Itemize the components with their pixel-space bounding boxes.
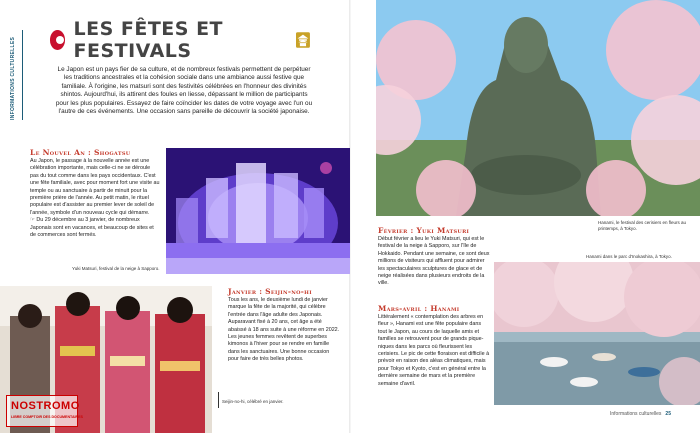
caption-seijin: Seijin-no-hi, célébré en janvier. (222, 399, 284, 404)
note-text: Du 29 décembre au 3 janvier, de nombreux Japonais sont en vacances, et beaucoup de sites et de commerces sont fermés. (30, 217, 154, 239)
flower-icon (50, 30, 65, 50)
body-janvier: Tous les ans, le deuxième lundi de janvier marque la fête de la majorité, qui célèbre l'entrée dans l'âge adulte des Japonais. Auparavant fixé à 20 ans, cet âge a été abaissé à 18 ans suite à une réforme en 2022. Les jeunes femmes revêtent de superbes kimonos à l'hiver pour se rendre en famille dans les sanctuaires. Une bonne occasion pour faire de très belles photos. (228, 297, 340, 363)
sidebar-label: INFORMATIONS CULTURELLES (10, 36, 16, 120)
footer-section: Informations culturelles (610, 411, 662, 417)
heading-fevrier: Février : Yuki Matsuri (378, 226, 470, 235)
body-fevrier: Début février a lieu le Yuki Matsuri, qui est le festival de la neige à Sapporo, sur l'île de Hokkaido. Pendant une semaine, ce sont deux millions de visiteurs qui affluent pour admirer les spectaculaires sculptures de glace et de neige réalisées dans plusieurs endroits de la ville. (378, 236, 490, 287)
sidebar-rule (22, 30, 23, 120)
body-nouvel-an-text: Au Japon, le passage à la nouvelle année est une célébration importante, mais celle-ci ne se déroule pas du tout comme dans les pays occidentaux. C'est une fête familiale, avec pour moment fort une visite au temple ou au sanctuaire à partir de minuit pour la première prière de l'année. Au petit matin, le rituel populaire est d'assister au premier lever de soleil de l'année, symbole d'un nouveau cycle qui démarre. (30, 158, 160, 216)
logo-tagline: LIBRE COMPTOIR DES DOCUMENTAIRES (11, 415, 83, 419)
heading-nouvel-an: Le Nouvel An : Shogatsu (30, 148, 131, 157)
caption-yuki: Yuki Matsuri, festival de la neige à Sapporo. (72, 266, 160, 271)
photo-ice-sculptures (166, 148, 350, 274)
logo-name: NOSTROMO (11, 400, 80, 412)
nostromo-logo (6, 395, 83, 427)
heading-janvier: Janvier : Seijin-no-hi (228, 287, 312, 296)
heading-mars-avril: Mars-avril : Hanami (378, 304, 460, 313)
body-nouvel-an (30, 158, 160, 239)
intro-paragraph: Le Japon est un pays fier de sa culture, et de nombreux festivals permettent de perpétuer les traditions ancestrales et la cohésion sociale dans une ambiance aussi festive que familiale. À l'origine, les matsuri sont des festivités célébrées en l'honneur des divinités shintos. Aujourd'hui, ils attirent des foules en liesse, dépassant le million de participants pour les plus populaires. Essayez de faire coïncider les dates de votre voyage avec l'un ou l'autre de ces événements. Une occasion sans pareille de découvrir la société japonaise. (55, 66, 313, 116)
page-title: LES FÊTES ET FESTIVALS (73, 18, 224, 62)
photo-buddha-cherry-blossoms (376, 0, 700, 216)
temple-icon (296, 30, 310, 50)
sidebar-tab (10, 30, 20, 120)
caption-hanami-2: Hanami dans le parc d'Inokashira, à Tokyo. (586, 254, 672, 259)
caption-hanami-1: Hanami, le festival des cerisiers en fleurs au printemps, à Tokyo. (598, 220, 687, 231)
body-nouvel-an-note (30, 217, 160, 239)
info-icon: ☞ (30, 217, 37, 224)
caption-rule (218, 392, 219, 408)
body-mars-avril: Littéralement « contemplation des arbres en fleur », Hanami est une fête populaire dans tout le Japon, au cours de laquelle amis et familles se retrouvent pour de grands pique-niques dans les parcs où fleurissent les cerisiers. Le pic de cette floraison est difficile à prévoir en raison des aléas climatiques, mais pour Tokyo et Kyoto, c'est en général entre la dernière semaine de mars et la première semaine d'avril. (378, 314, 490, 387)
photo-inokashira-park (494, 262, 700, 405)
page-footer (610, 411, 671, 417)
page-number: 25 (665, 411, 671, 417)
title-row (50, 18, 310, 62)
